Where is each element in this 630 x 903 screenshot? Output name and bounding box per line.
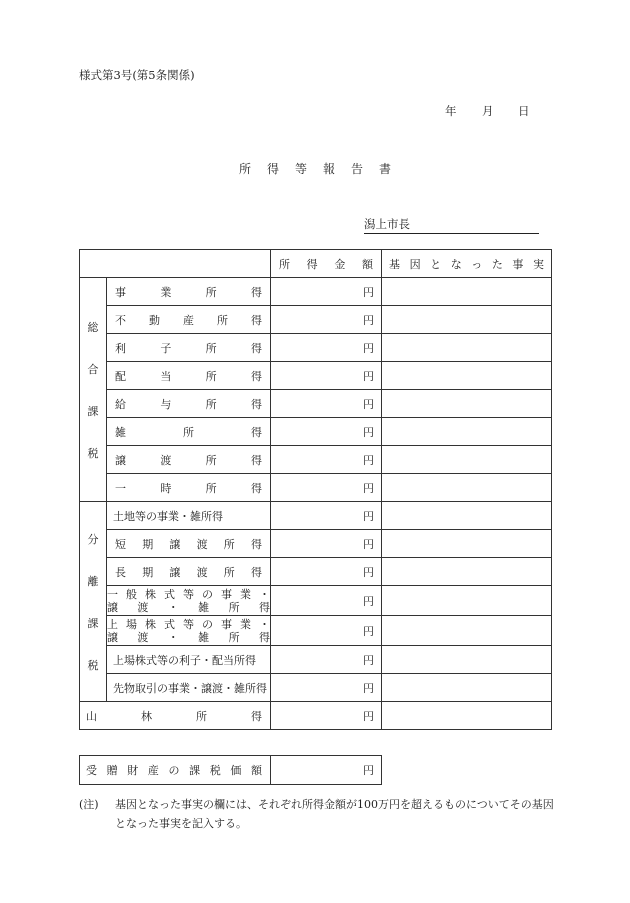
header-blank <box>80 250 271 278</box>
income-type-label: 雑 所 得 <box>107 418 271 446</box>
date-month: 月 <box>482 104 494 118</box>
table-row <box>80 558 552 586</box>
income-type-label: 長 期 譲 渡 所 得 <box>107 558 271 586</box>
fact-cell[interactable] <box>382 616 552 646</box>
title-char: 等 <box>294 162 307 176</box>
amount-cell[interactable]: 円 <box>271 674 382 702</box>
income-type-label: 事 業 所 得 <box>107 278 271 306</box>
amount-cell[interactable]: 円 <box>271 474 382 502</box>
category-separate-tax: 分 離 課 税 <box>80 502 107 702</box>
form-number: 様式第3号(第5条関係) <box>79 68 195 82</box>
fact-cell[interactable] <box>382 278 552 306</box>
income-table <box>79 249 552 730</box>
gift-property-table <box>79 755 382 785</box>
amount-cell[interactable]: 円 <box>271 586 382 616</box>
amount-cell[interactable]: 円 <box>271 616 382 646</box>
fact-cell[interactable] <box>382 502 552 530</box>
footnote <box>79 795 559 833</box>
table-row <box>80 502 552 530</box>
title-char: 報 <box>323 162 336 176</box>
gift-amount-cell[interactable]: 円 <box>271 756 382 785</box>
category-general-tax: 総 合 課 税 <box>80 278 107 502</box>
amount-cell[interactable]: 円 <box>271 278 382 306</box>
title-char: 書 <box>379 162 392 176</box>
income-type-label: 配 当 所 得 <box>107 362 271 390</box>
header-amount: 所 得 金 額 <box>271 250 382 278</box>
table-row <box>80 474 552 502</box>
table-row <box>80 306 552 334</box>
table-row <box>80 530 552 558</box>
table-row <box>80 616 552 646</box>
table-row <box>80 390 552 418</box>
footnote-text: 基因となった事実の欄には、それぞれ所得金額が100万円を超えるものについてその基因となった事実を記入する。 <box>115 798 554 830</box>
income-type-label-forest: 山 林 所 得 <box>80 702 271 730</box>
title-char: 告 <box>351 162 364 176</box>
fact-cell[interactable] <box>382 334 552 362</box>
amount-cell[interactable]: 円 <box>271 334 382 362</box>
amount-cell[interactable]: 円 <box>271 646 382 674</box>
amount-cell[interactable]: 円 <box>271 530 382 558</box>
date-day: 日 <box>518 104 530 118</box>
amount-cell[interactable]: 円 <box>271 306 382 334</box>
footnote-mark: (注) <box>79 798 99 811</box>
amount-cell[interactable]: 円 <box>271 502 382 530</box>
amount-cell[interactable]: 円 <box>271 446 382 474</box>
date-year: 年 <box>445 104 457 118</box>
fact-cell[interactable] <box>382 646 552 674</box>
income-type-label: 給 与 所 得 <box>107 390 271 418</box>
fact-cell[interactable] <box>382 674 552 702</box>
table-row <box>80 334 552 362</box>
income-type-label: 上場株式等の利子・配当所得 <box>107 646 271 674</box>
title-char: 得 <box>266 162 279 176</box>
income-type-label: 短 期 譲 渡 所 得 <box>107 530 271 558</box>
amount-cell[interactable]: 円 <box>271 558 382 586</box>
header-fact: 基 因 と な っ た 事 実 <box>382 250 552 278</box>
amount-cell[interactable]: 円 <box>271 390 382 418</box>
income-type-label: 一 般 株 式 等 の 事 業 ・ 譲 渡 ・ 雑 所 得 <box>107 587 270 614</box>
fact-cell[interactable] <box>382 362 552 390</box>
fact-cell[interactable] <box>382 418 552 446</box>
table-row <box>80 446 552 474</box>
table-row <box>80 756 382 785</box>
fact-cell[interactable] <box>382 306 552 334</box>
income-type-label: 土地等の事業・雑所得 <box>107 502 271 530</box>
table-row <box>80 418 552 446</box>
table-row <box>80 362 552 390</box>
table-row <box>80 646 552 674</box>
amount-cell[interactable]: 円 <box>271 702 382 730</box>
amount-cell[interactable]: 円 <box>271 418 382 446</box>
table-row <box>80 702 552 730</box>
gift-label: 受 贈 財 産 の 課 税 価 額 <box>80 756 271 785</box>
fact-cell[interactable] <box>382 586 552 616</box>
income-type-label: 先物取引の事業・譲渡・雑所得 <box>107 674 271 702</box>
fact-cell[interactable] <box>382 702 552 730</box>
fact-cell[interactable] <box>382 446 552 474</box>
fact-cell[interactable] <box>382 530 552 558</box>
table-row <box>80 278 552 306</box>
page-title <box>0 160 630 177</box>
fact-cell[interactable] <box>382 558 552 586</box>
fact-cell[interactable] <box>382 474 552 502</box>
fact-cell[interactable] <box>382 390 552 418</box>
amount-cell[interactable]: 円 <box>271 362 382 390</box>
title-char: 所 <box>238 162 251 176</box>
income-type-label: 利 子 所 得 <box>107 334 271 362</box>
addressee: 潟上市長 <box>364 216 539 234</box>
income-type-label: 譲 渡 所 得 <box>107 446 271 474</box>
table-header-row <box>80 250 552 278</box>
income-type-label: 上 場 株 式 等 の 事 業 ・ 譲 渡 ・ 雑 所 得 <box>107 617 270 644</box>
income-type-label: 不 動 産 所 得 <box>107 306 271 334</box>
table-row <box>80 586 552 616</box>
income-type-label: 一 時 所 得 <box>107 474 271 502</box>
table-row <box>80 674 552 702</box>
